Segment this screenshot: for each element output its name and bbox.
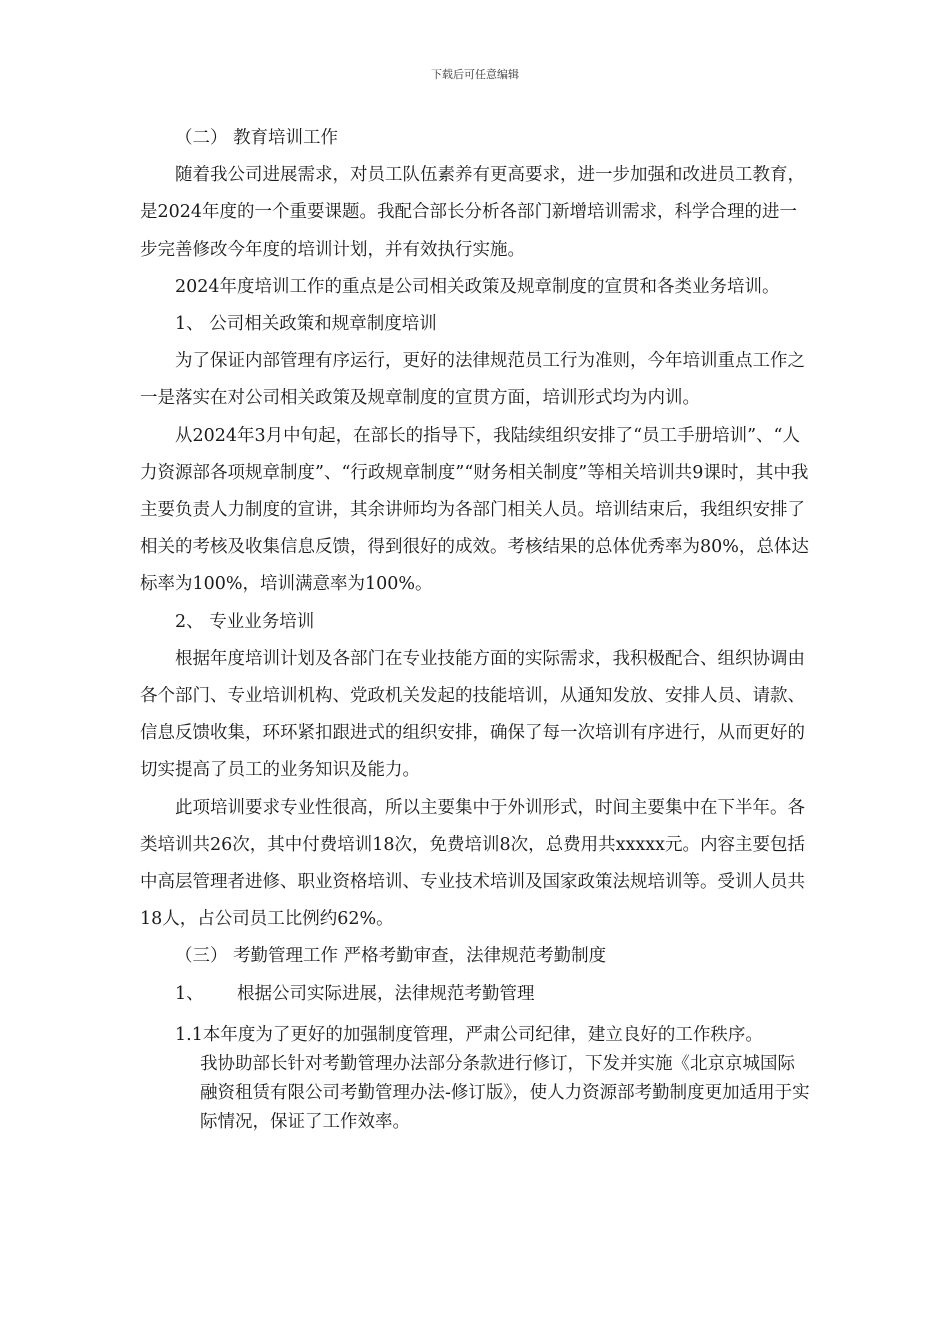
section-2-paragraph-2: 2024年度培训工作的重点是公司相关政策及规章制度的宣贯和各类业务培训。 bbox=[175, 276, 780, 297]
section-2-2-title: 2、 专业业务培训 bbox=[175, 611, 315, 632]
section-3-1-1-block bbox=[140, 1021, 810, 1137]
section-2-2-paragraph-2: 此项培训要求专业性很高，所以主要集中于外训形式，时间主要集中在下半年。各类培训共26次，其中付费培训18次，免费培训8次，总费用共xxxxx元。内容主要包括中高层管理者进修、职业资格培训、专业技术培训及国家政策法规培训等。受训人员共18人，占公司员工比例约62%。 bbox=[140, 797, 806, 930]
page-header-note: 下载后可任意编辑 bbox=[431, 68, 519, 81]
section-2-title: （二） 教育培训工作 bbox=[175, 128, 339, 148]
section-3-title: （三） 考勤管理工作 严格考勤审查，法律规范考勤制度 bbox=[175, 946, 607, 967]
section-2-1-paragraph-1: 为了保证内部管理有序运行，更好的法律规范员工行为准则，今年培训重点工作之一是落实在对公司相关政策及规章制度的宣贯方面，培训形式均为内训。 bbox=[140, 351, 805, 409]
section-2-paragraph-1: 随着我公司进展需求，对员工队伍素养有更高要求，进一步加强和改进员工教育，是2024年度的一个重要课题。我配合部长分析各部门新增培训需求，科学合理的进一步完善修改今年度的培训计划，并有效执行实施。 bbox=[140, 165, 805, 260]
section-2-1-title: 1、 公司相关政策和规章制度培训 bbox=[175, 314, 437, 335]
section-3-1-title: 1、 根据公司实际进展，法律规范考勤管理 bbox=[175, 983, 535, 1004]
section-2-2-paragraph-1: 根据年度培训计划及各部门在专业技能方面的实际需求，我积极配合、组织协调由各个部门、专业培训机构、党政机关发起的技能培训，从通知发放、安排人员、请款、信息反馈收集，环环紧扣跟进式的组织安排，确保了每一次培训有序进行，从而更好的切实提高了员工的业务知识及能力。 bbox=[140, 648, 805, 781]
document-body bbox=[140, 120, 810, 1137]
section-2-1-paragraph-2: 从2024年3月中旬起，在部长的指导下，我陆续组织安排了“员工手册培训”、“人力资源部各项规章制度”、“行政规章制度”“财务相关制度”等相关培训共9课时，其中我主要负责人力制度的宣讲，其余讲师均为各部门相关人员。培训结束后，我组织安排了相关的考核及收集信息反馈，得到很好的成效。考核结果的总体优秀率为80%，总体达标率为100%，培训满意率为100%。 bbox=[140, 425, 809, 595]
section-3-1-1-first-line: 1.1本年度为了更好的加强制度管理，严肃公司纪律，建立良好的工作秩序。 bbox=[175, 1024, 763, 1045]
section-3-1-1-continuation: 我协助部长针对考勤管理办法部分条款进行修订，下发并实施《北京京城国际融资租赁有限公司考勤管理办法-修订版》，使人力资源部考勤制度更加适用于实际情况，保证了工作效率。 bbox=[200, 1053, 810, 1132]
